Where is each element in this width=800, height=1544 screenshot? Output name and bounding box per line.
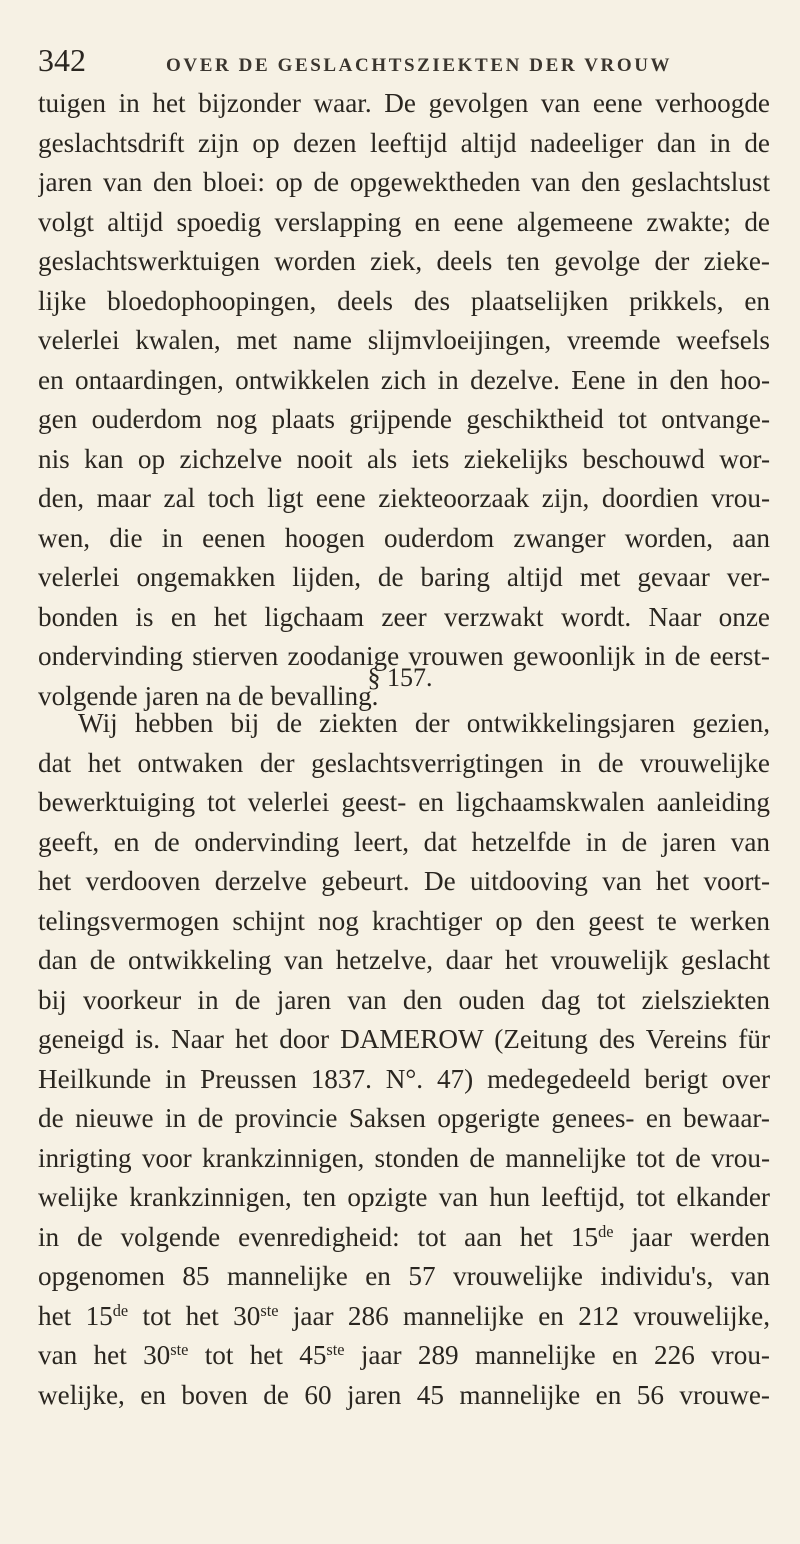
text-line: Heilkunde in Preussen 1837. N°. 47) medegedeeld berigt over xyxy=(38,1063,770,1094)
text-line: dat het ontwaken der geslachtsverrigtingen in de vrouwelijke xyxy=(38,747,770,778)
text-line: Wij hebben bij de ziekten der ontwikkelingsjaren gezien, xyxy=(78,708,770,738)
text-line: geslachtswerktuigen worden ziek, deels ten gevolge der zieke- xyxy=(38,246,770,276)
text-line: ondervinding stierven zoodanige vrouwen gewoonlijk in de eerst- xyxy=(38,641,770,671)
text-line: welijke krankzinnigen, ten opzigte van hun leeftijd, tot elkander xyxy=(38,1182,770,1212)
text-line: tuigen in het bijzonder waar. De gevolgen van eene verhoogde xyxy=(38,88,770,118)
text-line: volgt altijd spoedig verslapping en eene algemeene zwakte; de xyxy=(38,206,770,237)
text-line: telingsvermogen schijnt nog krachtiger op den geest te werken xyxy=(38,905,770,936)
text-line: opgenomen 85 mannelijke en 57 vrouwelijke individu's, van xyxy=(38,1261,770,1291)
paragraph-1 xyxy=(38,84,770,716)
running-head-title: OVER DE GESLACHTSZIEKTEN DER VROUW xyxy=(166,55,673,76)
text-line: geneigd is. Naar het door DAMEROW (Zeitung des Vereins für xyxy=(38,1024,770,1054)
text-line: geeft, en de ondervinding leert, dat hetzelfde in de jaren van xyxy=(38,826,770,857)
text-line: bonden is en het ligchaam zeer verzwakt wordt. Naar onze xyxy=(38,601,770,632)
text-line: bewerktuiging tot velerlei geest- en ligchaamskwalen aanleiding xyxy=(38,787,770,817)
text-line: geslachtsdrift zijn op dezen leeftijd altijd nadeeliger dan in de xyxy=(38,127,770,158)
text-line: het verdooven derzelve gebeurt. De uitdooving van het voort- xyxy=(38,866,770,896)
paragraph-2 xyxy=(38,704,770,1415)
text-line: dan de ontwikkeling van hetzelve, daar het vrouwelijk geslacht xyxy=(38,945,770,975)
running-head xyxy=(38,42,758,82)
text-line: jaren van den bloei: op de opgewektheden van den geslachtslust xyxy=(38,167,770,197)
text-line: en ontaardingen, ontwikkelen zich in dezelve. Eene in den hoo- xyxy=(38,364,770,395)
text-line: lijke bloedophoopingen, deels des plaatselijken prikkels, en xyxy=(38,285,770,316)
text-line: velerlei ongemakken lijden, de baring altijd met gevaar ver- xyxy=(38,562,770,592)
text-line: het 15de tot het 30ste jaar 286 mannelijke en 212 vrouwelijke, xyxy=(38,1300,770,1331)
text-line: bij voorkeur in de jaren van den ouden dag tot zielsziekten xyxy=(38,984,770,1015)
text-line: in de volgende evenredigheid: tot aan het 15de jaar werden xyxy=(38,1221,770,1252)
page-number: 342 xyxy=(38,42,86,78)
text-line: gen ouderdom nog plaats grijpende geschiktheid tot ontvange- xyxy=(38,404,770,434)
text-line: den, maar zal toch ligt eene ziekteoorzaak zijn, doordien vrou- xyxy=(38,483,770,513)
text-line: van het 30ste tot het 45ste jaar 289 mannelijke en 226 vrou- xyxy=(38,1340,770,1370)
text-line: wen, die in eenen hoogen ouderdom zwanger worden, aan xyxy=(38,522,770,553)
section-heading: § 157. xyxy=(367,663,433,692)
text-line: inrigting voor krankzinnigen, stonden de mannelijke tot de vrou- xyxy=(38,1142,770,1173)
text-line: de nieuwe in de provincie Saksen opgerigte genees- en bewaar- xyxy=(38,1103,770,1133)
text-line: velerlei kwalen, met name slijmvloeijingen, vreemde weefsels xyxy=(38,325,770,355)
text-line: nis kan op zichzelve nooit als iets ziekelijks beschouwd wor- xyxy=(38,443,770,474)
text-line: volgende jaren na de bevalling. xyxy=(38,680,379,711)
text-line: welijke, en boven de 60 jaren 45 mannelijke en 56 vrouwe- xyxy=(38,1379,770,1410)
